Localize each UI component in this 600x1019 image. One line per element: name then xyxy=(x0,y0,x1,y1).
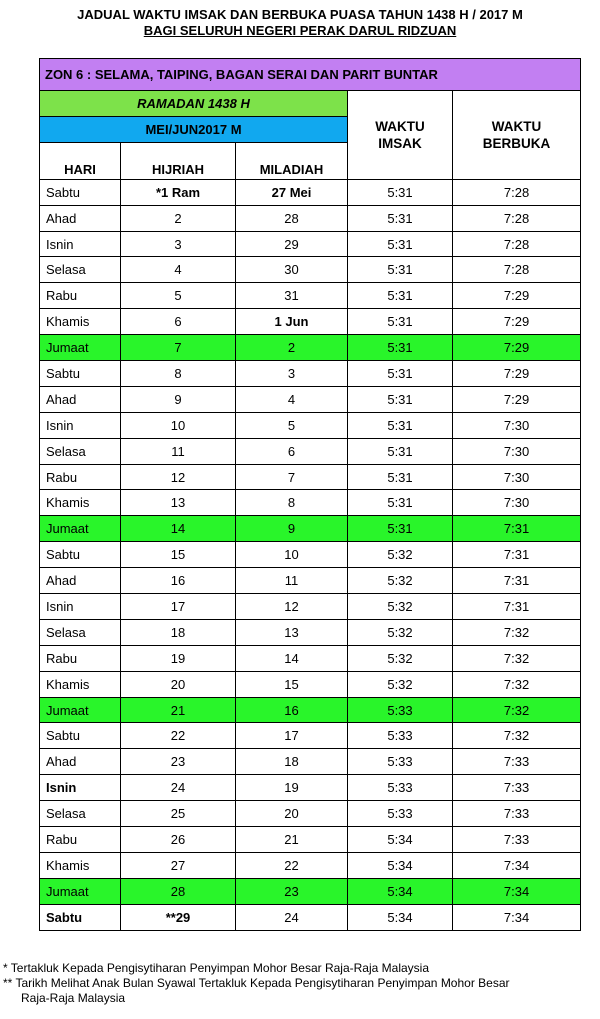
berbuka-cell: 7:28 xyxy=(453,257,581,283)
berbuka-cell: 7:29 xyxy=(453,283,581,309)
day-cell: Sabtu xyxy=(40,361,121,387)
table-row xyxy=(40,205,581,231)
hijriah-cell: 18 xyxy=(121,619,236,645)
hijriah-cell: 20 xyxy=(121,671,236,697)
table-row xyxy=(40,412,581,438)
ramadan-label: RAMADAN 1438 H xyxy=(40,91,348,117)
hijriah-cell: *1 Ram xyxy=(121,179,236,205)
imsak-cell: 5:32 xyxy=(348,619,453,645)
berbuka-cell: 7:29 xyxy=(453,335,581,361)
berbuka-cell: 7:32 xyxy=(453,619,581,645)
miladiah-cell: 4 xyxy=(236,386,348,412)
day-cell: Jumaat xyxy=(40,878,121,904)
berbuka-cell: 7:31 xyxy=(453,568,581,594)
day-cell: Khamis xyxy=(40,852,121,878)
hijriah-cell: 3 xyxy=(121,231,236,257)
berbuka-cell: 7:32 xyxy=(453,697,581,723)
imsak-cell: 5:31 xyxy=(348,412,453,438)
berbuka-cell: 7:29 xyxy=(453,386,581,412)
imsak-cell: 5:31 xyxy=(348,464,453,490)
title-line-1: JADUAL WAKTU IMSAK DAN BERBUKA PUASA TAHUN 1438 H / 2017 M xyxy=(77,7,523,22)
table-row xyxy=(40,516,581,542)
berbuka-cell: 7:34 xyxy=(453,904,581,930)
berbuka-cell: 7:33 xyxy=(453,827,581,853)
day-cell: Isnin xyxy=(40,775,121,801)
berbuka-cell: 7:31 xyxy=(453,516,581,542)
footnote-1: * Tertakluk Kepada Pengisytiharan Penyimpan Mohor Besar Raja-Raja Malaysia xyxy=(3,961,429,975)
miladiah-cell: 11 xyxy=(236,568,348,594)
day-cell: Selasa xyxy=(40,801,121,827)
table-row xyxy=(40,827,581,853)
day-cell: Isnin xyxy=(40,231,121,257)
berbuka-cell: 7:29 xyxy=(453,361,581,387)
imsak-cell: 5:32 xyxy=(348,568,453,594)
day-cell: Sabtu xyxy=(40,723,121,749)
day-cell: Rabu xyxy=(40,464,121,490)
hijriah-cell: 10 xyxy=(121,412,236,438)
title-line-2: BAGI SELURUH NEGERI PERAK DARUL RIDZUAN xyxy=(143,23,457,38)
hijriah-cell: 6 xyxy=(121,309,236,335)
imsak-cell: 5:33 xyxy=(348,723,453,749)
miladiah-cell: 27 Mei xyxy=(236,179,348,205)
hijriah-cell: 22 xyxy=(121,723,236,749)
table-row xyxy=(40,723,581,749)
imsak-cell: 5:31 xyxy=(348,205,453,231)
imsak-cell: 5:33 xyxy=(348,801,453,827)
miladiah-cell: 16 xyxy=(236,697,348,723)
miladiah-cell: 24 xyxy=(236,904,348,930)
hijriah-cell: 27 xyxy=(121,852,236,878)
month-label: MEI/JUN2017 M xyxy=(40,116,348,142)
imsak-cell: 5:31 xyxy=(348,179,453,205)
day-cell: Ahad xyxy=(40,749,121,775)
imsak-cell: 5:34 xyxy=(348,878,453,904)
berbuka-cell: 7:34 xyxy=(453,878,581,904)
miladiah-cell: 1 Jun xyxy=(236,309,348,335)
miladiah-cell: 17 xyxy=(236,723,348,749)
berbuka-cell: 7:28 xyxy=(453,205,581,231)
zone-label: ZON 6 : SELAMA, TAIPING, BAGAN SERAI DAN PARIT BUNTAR xyxy=(40,59,581,91)
hijriah-cell: 17 xyxy=(121,594,236,620)
day-cell: Rabu xyxy=(40,283,121,309)
hijriah-cell: 11 xyxy=(121,438,236,464)
day-cell: Sabtu xyxy=(40,904,121,930)
miladiah-cell: 18 xyxy=(236,749,348,775)
table-row xyxy=(40,775,581,801)
day-cell: Khamis xyxy=(40,671,121,697)
imsak-header-line2: IMSAK xyxy=(378,135,422,151)
hijriah-cell: 25 xyxy=(121,801,236,827)
day-cell: Rabu xyxy=(40,645,121,671)
table-row xyxy=(40,697,581,723)
day-cell: Ahad xyxy=(40,568,121,594)
table-row xyxy=(40,568,581,594)
day-cell: Rabu xyxy=(40,827,121,853)
hijriah-cell: 28 xyxy=(121,878,236,904)
berbuka-cell: 7:31 xyxy=(453,542,581,568)
day-cell: Khamis xyxy=(40,309,121,335)
miladiah-cell: 3 xyxy=(236,361,348,387)
miladiah-cell: 29 xyxy=(236,231,348,257)
hijriah-cell: 23 xyxy=(121,749,236,775)
table-row xyxy=(40,878,581,904)
footnote-2 xyxy=(3,976,593,1006)
table-row xyxy=(40,594,581,620)
hijriah-cell: 4 xyxy=(121,257,236,283)
day-cell: Jumaat xyxy=(40,335,121,361)
imsak-cell: 5:32 xyxy=(348,645,453,671)
day-cell: Ahad xyxy=(40,386,121,412)
hijriah-cell: **29 xyxy=(121,904,236,930)
table-row xyxy=(40,619,581,645)
imsak-cell: 5:31 xyxy=(348,516,453,542)
imsak-cell: 5:31 xyxy=(348,309,453,335)
day-cell: Khamis xyxy=(40,490,121,516)
table-row xyxy=(40,801,581,827)
table-row xyxy=(40,257,581,283)
miladiah-cell: 30 xyxy=(236,257,348,283)
imsak-cell: 5:32 xyxy=(348,594,453,620)
miladiah-cell: 2 xyxy=(236,335,348,361)
hijriah-cell: 21 xyxy=(121,697,236,723)
day-cell: Jumaat xyxy=(40,697,121,723)
imsak-cell: 5:33 xyxy=(348,749,453,775)
table-row xyxy=(40,852,581,878)
berbuka-header-line1: WAKTU xyxy=(491,118,542,134)
imsak-cell: 5:33 xyxy=(348,775,453,801)
hijriah-cell: 9 xyxy=(121,386,236,412)
berbuka-cell: 7:31 xyxy=(453,594,581,620)
imsak-cell: 5:31 xyxy=(348,231,453,257)
imsak-cell: 5:31 xyxy=(348,361,453,387)
table-row xyxy=(40,386,581,412)
imsak-cell: 5:31 xyxy=(348,257,453,283)
imsak-cell: 5:31 xyxy=(348,438,453,464)
day-cell: Selasa xyxy=(40,438,121,464)
miladiah-cell: 6 xyxy=(236,438,348,464)
table-row xyxy=(40,904,581,930)
table-row xyxy=(40,231,581,257)
berbuka-cell: 7:30 xyxy=(453,412,581,438)
berbuka-cell: 7:29 xyxy=(453,309,581,335)
miladiah-cell: 12 xyxy=(236,594,348,620)
miladiah-cell: 15 xyxy=(236,671,348,697)
berbuka-cell: 7:30 xyxy=(453,490,581,516)
miladiah-cell: 8 xyxy=(236,490,348,516)
imsak-cell: 5:32 xyxy=(348,671,453,697)
imsak-cell: 5:31 xyxy=(348,335,453,361)
berbuka-cell: 7:32 xyxy=(453,671,581,697)
miladiah-cell: 19 xyxy=(236,775,348,801)
miladiah-cell: 28 xyxy=(236,205,348,231)
table-row xyxy=(40,645,581,671)
berbuka-cell: 7:33 xyxy=(453,749,581,775)
hijriah-cell: 15 xyxy=(121,542,236,568)
berbuka-cell: 7:28 xyxy=(453,231,581,257)
miladiah-cell: 31 xyxy=(236,283,348,309)
imsak-cell: 5:32 xyxy=(348,542,453,568)
table-row xyxy=(40,438,581,464)
berbuka-cell: 7:33 xyxy=(453,775,581,801)
zone-row xyxy=(40,59,581,91)
imsak-cell: 5:31 xyxy=(348,283,453,309)
table-row xyxy=(40,335,581,361)
imsak-header-line1: WAKTU xyxy=(375,118,425,134)
schedule-table xyxy=(39,58,581,931)
berbuka-header xyxy=(453,91,581,180)
hari-header: HARI xyxy=(40,142,121,179)
table-row xyxy=(40,283,581,309)
miladiah-cell: 9 xyxy=(236,516,348,542)
day-cell: Sabtu xyxy=(40,542,121,568)
day-cell: Sabtu xyxy=(40,179,121,205)
berbuka-cell: 7:30 xyxy=(453,438,581,464)
hijriah-cell: 19 xyxy=(121,645,236,671)
ramadan-row xyxy=(40,91,581,117)
miladiah-cell: 14 xyxy=(236,645,348,671)
day-cell: Selasa xyxy=(40,257,121,283)
day-cell: Ahad xyxy=(40,205,121,231)
table-row xyxy=(40,671,581,697)
table-row xyxy=(40,464,581,490)
hijriah-cell: 14 xyxy=(121,516,236,542)
day-cell: Jumaat xyxy=(40,516,121,542)
hijriah-cell: 16 xyxy=(121,568,236,594)
day-cell: Selasa xyxy=(40,619,121,645)
imsak-cell: 5:34 xyxy=(348,904,453,930)
hijriah-cell: 12 xyxy=(121,464,236,490)
miladiah-cell: 21 xyxy=(236,827,348,853)
footnote-2-line-2: Raja-Raja Malaysia xyxy=(21,991,126,1005)
hijriah-cell: 26 xyxy=(121,827,236,853)
hijriah-cell: 24 xyxy=(121,775,236,801)
table-row xyxy=(40,179,581,205)
miladiah-cell: 20 xyxy=(236,801,348,827)
table-row xyxy=(40,542,581,568)
imsak-header xyxy=(348,91,453,180)
imsak-cell: 5:34 xyxy=(348,852,453,878)
table-row xyxy=(40,361,581,387)
imsak-cell: 5:33 xyxy=(348,697,453,723)
hijriah-cell: 7 xyxy=(121,335,236,361)
miladiah-cell: 7 xyxy=(236,464,348,490)
hijriah-cell: 5 xyxy=(121,283,236,309)
table-row xyxy=(40,309,581,335)
miladiah-header: MILADIAH xyxy=(236,142,348,179)
berbuka-cell: 7:28 xyxy=(453,179,581,205)
footnote-2-line-1: ** Tarikh Melihat Anak Bulan Syawal Tertakluk Kepada Pengisytiharan Penyimpan Mohor Besar xyxy=(3,976,510,990)
imsak-cell: 5:31 xyxy=(348,386,453,412)
imsak-cell: 5:31 xyxy=(348,490,453,516)
berbuka-cell: 7:33 xyxy=(453,801,581,827)
hijriah-header: HIJRIAH xyxy=(121,142,236,179)
miladiah-cell: 5 xyxy=(236,412,348,438)
berbuka-cell: 7:32 xyxy=(453,723,581,749)
day-cell: Isnin xyxy=(40,412,121,438)
miladiah-cell: 22 xyxy=(236,852,348,878)
hijriah-cell: 8 xyxy=(121,361,236,387)
miladiah-cell: 13 xyxy=(236,619,348,645)
hijriah-cell: 13 xyxy=(121,490,236,516)
hijriah-cell: 2 xyxy=(121,205,236,231)
miladiah-cell: 23 xyxy=(236,878,348,904)
berbuka-cell: 7:30 xyxy=(453,464,581,490)
table-row xyxy=(40,749,581,775)
berbuka-cell: 7:34 xyxy=(453,852,581,878)
table-row xyxy=(40,490,581,516)
berbuka-header-line2: BERBUKA xyxy=(482,135,551,151)
miladiah-cell: 10 xyxy=(236,542,348,568)
day-cell: Isnin xyxy=(40,594,121,620)
berbuka-cell: 7:32 xyxy=(453,645,581,671)
imsak-cell: 5:34 xyxy=(348,827,453,853)
